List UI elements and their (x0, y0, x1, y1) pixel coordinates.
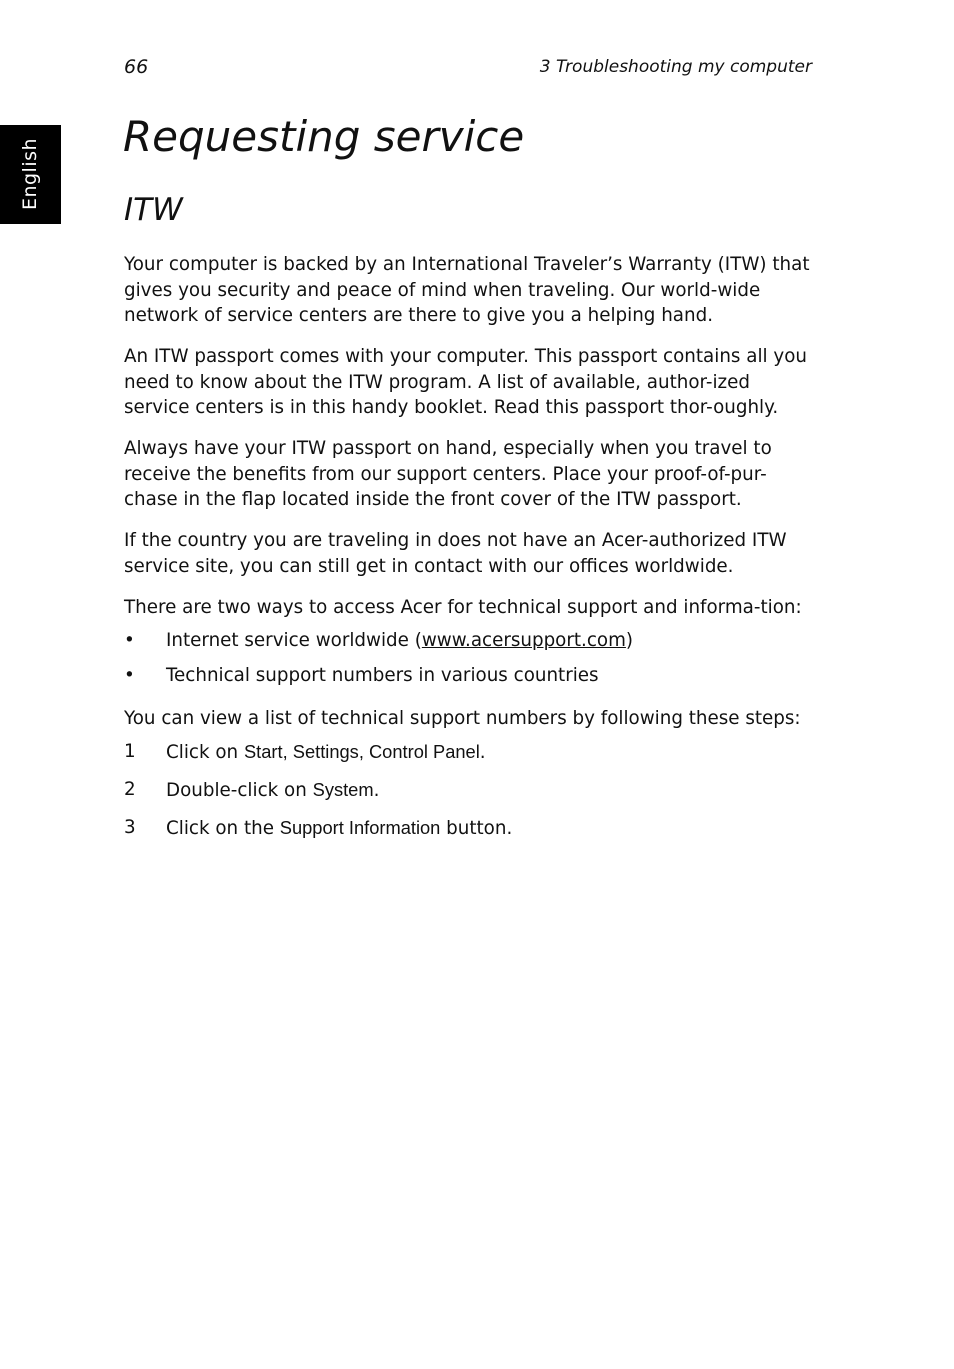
acer-support-link[interactable]: www.acersupport.com (421, 630, 626, 651)
ui-term-system: System (312, 779, 374, 800)
step-text: button. (440, 818, 513, 839)
step-item (124, 739, 814, 766)
list-item-text: Technical support numbers in various countries (166, 665, 599, 686)
bullet-glyph: • (124, 630, 135, 651)
list-item-text: Internet service worldwide ( (166, 630, 422, 651)
step-text: Click on (166, 742, 244, 763)
step-text: Double-click on (166, 780, 313, 801)
ui-term-control-panel: Control Panel (368, 741, 480, 762)
ui-term-settings: Settings (292, 741, 359, 762)
bullet-glyph: • (124, 665, 135, 686)
step-number: 1 (124, 741, 136, 762)
step-separator: , (358, 741, 369, 762)
step-text: . (373, 780, 380, 801)
paragraph-itw-passport: An ITW passport comes with your computer. This passport contains all you need to know about the ITW program. A list of available, author-ized service centers is in this handy booklet. Read this passport thor-oughly. (124, 346, 808, 418)
page-title: Requesting service (123, 112, 525, 161)
step-item (124, 777, 814, 804)
paragraph-steps-intro: You can view a list of technical support numbers by following these steps: (124, 707, 801, 729)
access-methods-list (124, 628, 814, 689)
step-separator: , (282, 741, 293, 762)
list-item (124, 663, 814, 689)
paragraph-itw-intro: Your computer is backed by an International Traveler’s Warranty (ITW) that gives you security and peace of mind when traveling. Our world-wide network of service centers are there to give you a helping hand. (124, 254, 810, 326)
steps-list (124, 739, 814, 842)
chapter-title: 3 Troubleshooting my computer (539, 57, 812, 77)
paragraph-access-ways: There are two ways to access Acer for technical support and informa-tion: (124, 596, 802, 618)
section-title: ITW (124, 192, 183, 228)
paragraph-itw-on-hand: Always have your ITW passport on hand, especially when you travel to receive the benefits from our support centers. Place your proof-of-pur-chase in the flap located inside the front cover of the ITW passport. (124, 438, 772, 510)
step-number: 3 (124, 817, 136, 838)
ui-term-start: Start (243, 741, 283, 762)
step-text: Click on the (166, 818, 280, 839)
step-text: . (479, 742, 486, 763)
paragraph-itw-no-site: If the country you are traveling in does not have an Acer-authorized ITW service site, you can still get in contact with our offices worldwide. (124, 530, 787, 577)
list-item-text: ) (625, 630, 634, 651)
language-tab-label: English (19, 137, 41, 211)
step-number: 2 (124, 779, 136, 800)
step-item (124, 815, 814, 842)
body-content (124, 252, 814, 853)
list-item (124, 628, 814, 654)
ui-term-support-information: Support Information (279, 817, 441, 838)
page-number: 66 (124, 56, 149, 78)
